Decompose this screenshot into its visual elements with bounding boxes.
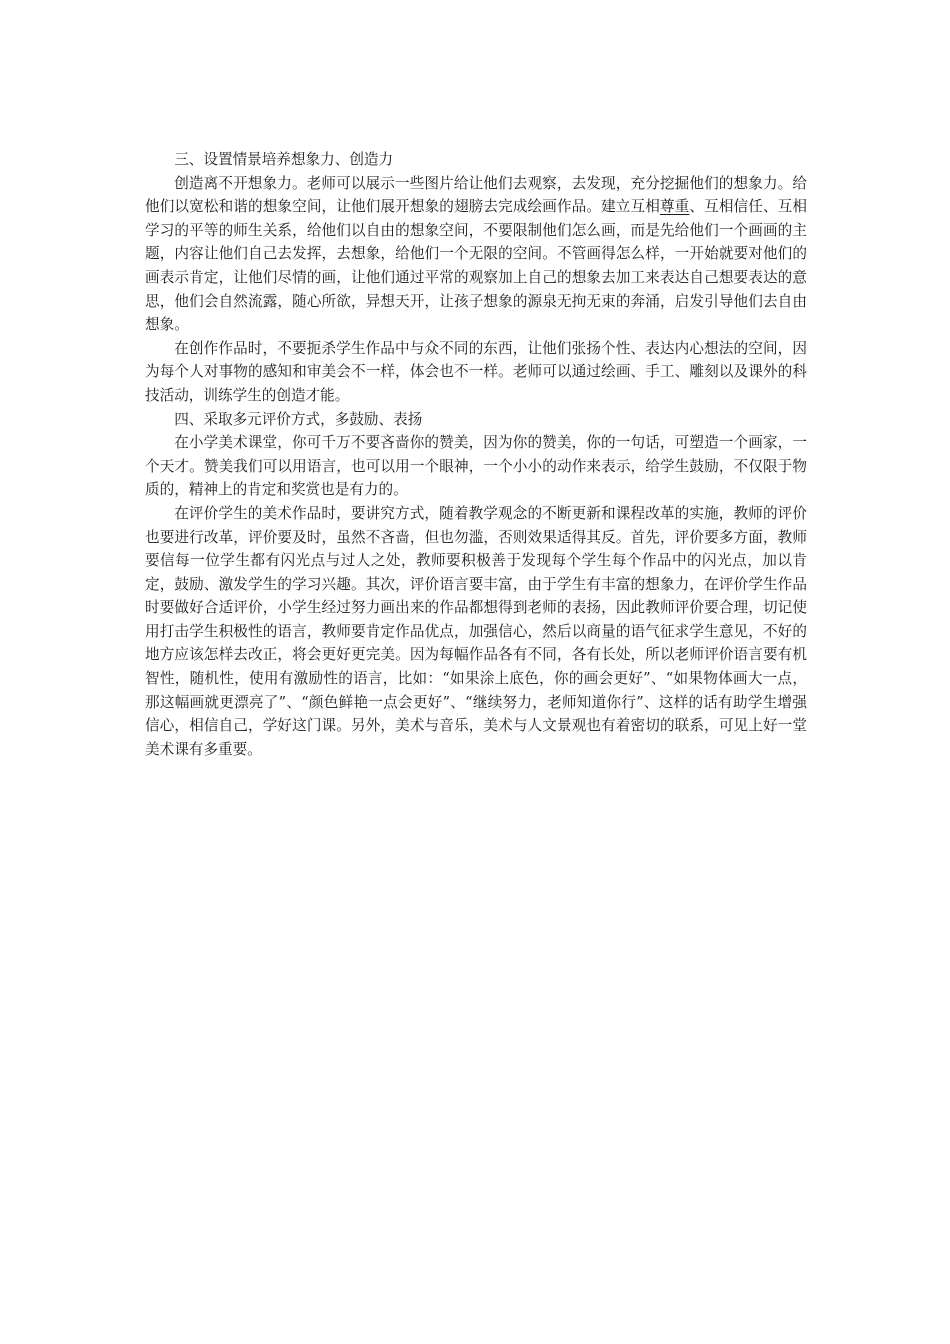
section-heading-3: 三、设置情景培养想象力、创造力 (174, 151, 394, 168)
paragraph-creativity: 在创作作品时，不要扼杀学生作品中与众不同的东西，让他们张扬个性、表达内心想法的空间，因为每个人对事物的感知和审美会不一样，体会也不一样。老师可以通过绘画、手工、雕刻以及课外的科技活动，训练学生的创造才能。 (145, 339, 807, 404)
paragraph-imagination-text-1: 创造离不开想象力。老师可以展示一些图片给让他们去观察，去发现，充分挖掘他们的想象力。给他们以宽松和谐的想象空间，让他们展开想象的翅膀去完成绘画作品。建立互相 (145, 174, 807, 216)
paragraph-praise: 在小学美术课堂，你可千万不要吝啬你的赞美，因为你的赞美，你的一句话，可塑造一个画家，一个天才。赞美我们可以用语言，也可以用一个眼神，一个小小的动作来表示，给学生鼓励，不仅限于物质的，精神上的肯定和奖赏也是有力的。 (145, 434, 807, 499)
respect-link[interactable]: 尊重 (659, 198, 690, 216)
paragraph-evaluation: 在评价学生的美术作品时，要讲究方式，随着教学观念的不断更新和课程改革的实施，教师的评价也要进行改革，评价要及时，虽然不吝啬，但也勿滥，否则效果适得其反。首先，评价要多方面，教师要信每一位学生都有闪光点与过人之处，教师要积极善于发现每个学生每个作品中的闪光点，加以肯定，鼓励、激发学生的学习兴趣。其次，评价语言要丰富，由于学生有丰富的想象力，在评价学生作品时要做好合适评价，小学生经过努力画出来的作品都想得到老师的表扬，因此教师评价要合理，切记使用打击学生积极性的语言，教师要肯定作品优点，加强信心，然后以商量的语气征求学生意见，不好的地方应该怎样去改正，将会更好更完美。因为每幅作品各有不同，各有长处，所以老师评价语言要有机智性，随机性，使用有激励性的语言，比如：“如果涂上底色，你的画会更好”、“如果物体画大一点，那这幅画就更漂亮了”、“颜色鲜艳一点会更好”、“继续努力，老师知道你行”、这样的话有助学生增强信心，相信自己，学好这门课。另外，美术与音乐，美术与人文景观也有着密切的联系，可见上好一堂美术课有多重要。 (145, 504, 807, 758)
paragraph-imagination-text-2: 、互相信任、互相学习的平等的师生关系，给他们以自由的想象空间，不要限制他们怎么画，而是先给他们一个画画的主题，内容让他们自己去发挥，去想象，给他们一个无限的空间。不管画得怎么样，一开始就要对他们的画表示肯定，让他们尽情的画，让他们通过平常的观察加上自己的想象去加工来表达自己想要表达的意思，他们会自然流露，随心所欲，异想天开，让孩子想象的源泉无拘无束的奔涌，启发引导他们去自由想象。 (145, 198, 807, 334)
paragraph-imagination (145, 172, 807, 337)
document-body (145, 148, 807, 761)
section-heading-4: 四、采取多元评价方式，多鼓励、表扬 (174, 410, 423, 428)
